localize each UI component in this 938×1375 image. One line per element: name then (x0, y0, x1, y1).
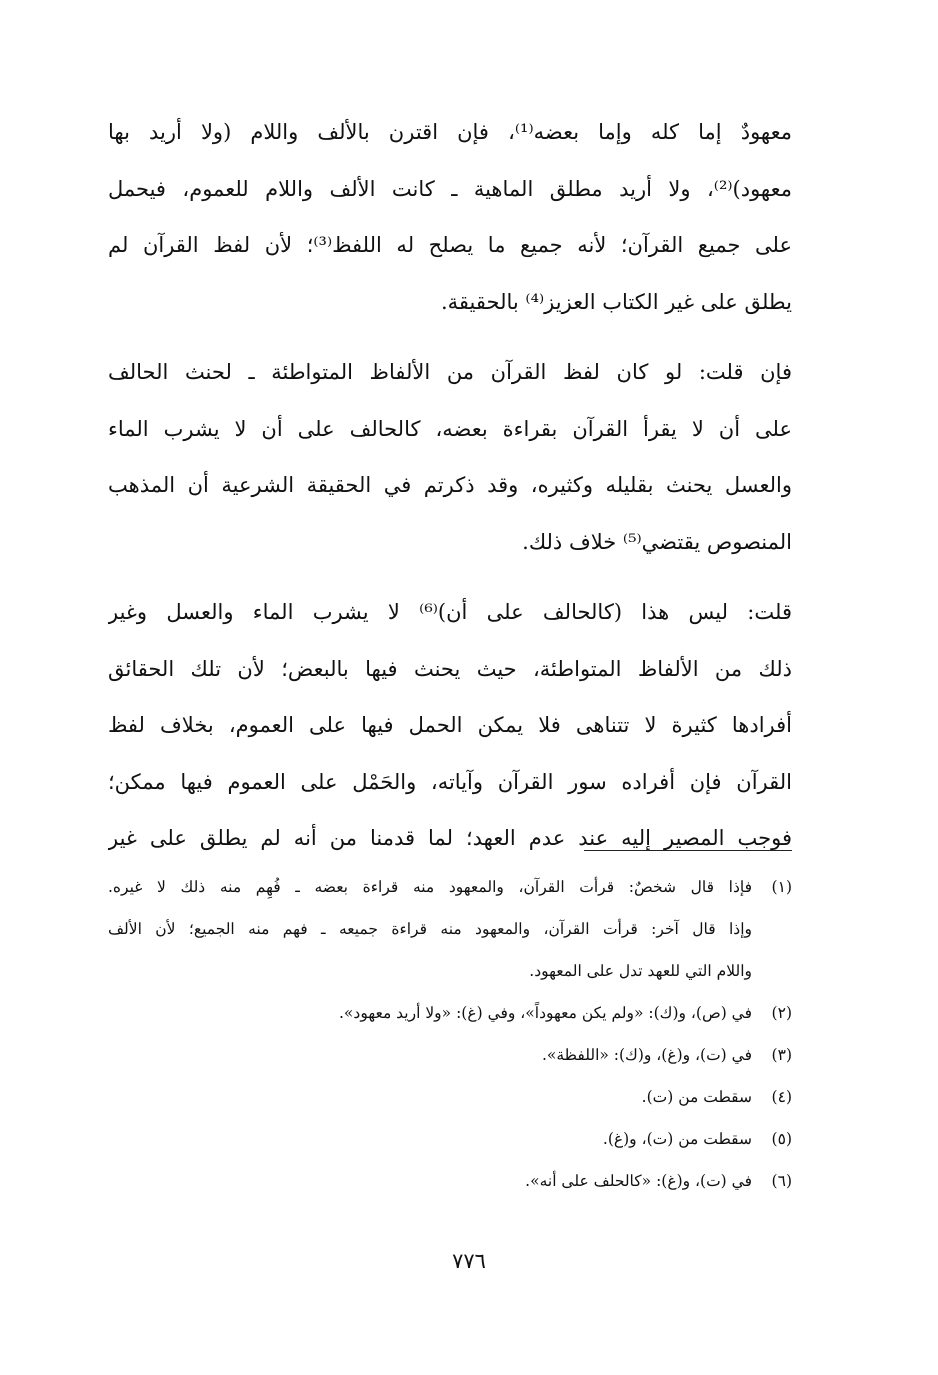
footnote-body (108, 1118, 752, 1160)
footnote-line: واللام التي للعهد تدل على المعهود. (529, 962, 752, 980)
text-line: قلت: ليس هذا (كالحالف على أن)⁽⁶⁾ لا يشرب الماء والعسل وغير (108, 600, 792, 624)
footnote-number: (٤) (771, 1088, 792, 1106)
text-line: يطلق على غير الكتاب العزيز⁽⁴⁾ بالحقيقة. (441, 289, 792, 314)
footnote-1 (108, 866, 792, 992)
footnote-4 (108, 1076, 792, 1118)
footnote-number: (١) (771, 878, 792, 896)
footnote-body (108, 1034, 752, 1076)
text-line: على جميع القرآن؛ لأنه جميع ما يصلح له اللفظ⁽³⁾؛ لأن لفظ القرآن لم (108, 233, 792, 257)
footnote-5 (108, 1118, 792, 1160)
footnotes (108, 866, 792, 1202)
footnote-number: (٣) (771, 1046, 792, 1064)
footnote-body (108, 1076, 752, 1118)
footnote-number: (٢) (771, 1004, 792, 1022)
footnote-line: في (ت)، و(غ): «كالحلف على أنه». (525, 1172, 752, 1190)
page-number: ٧٧٦ (452, 1249, 486, 1273)
footnote-2 (108, 992, 792, 1034)
text-line: المنصوص يقتضي⁽⁵⁾ خلاف ذلك. (522, 529, 792, 554)
footnote-3 (108, 1034, 792, 1076)
text-line: معهودٌ إما كله وإما بعضه⁽¹⁾، فإن اقترن بالألف واللام (ولا أريد بها (108, 120, 792, 144)
footnote-line: فإذا قال شخصٌ: قرأت القرآن، والمعهود منه قراءة بعضه ـ فُهِم منه ذلك لا غيره. (108, 878, 752, 896)
footnote-body (108, 992, 752, 1034)
footnote-6 (108, 1160, 792, 1202)
footnote-line: سقطت من (ت). (641, 1088, 752, 1106)
paragraph-2 (108, 344, 792, 570)
footnote-divider (584, 850, 792, 851)
footnote-body (108, 866, 752, 992)
paragraph-3 (108, 584, 792, 867)
footnote-line: سقطت من (ت)، و(غ). (602, 1130, 752, 1148)
footnote-line: وإذا قال آخر: قرأت القرآن، والمعهود منه قراءة جميعه ـ فهم منه الجميع؛ لأن الألف (108, 920, 752, 938)
paragraph-1 (108, 104, 792, 330)
footnote-line: في (ت)، و(غ)، و(ك): «اللفظة». (541, 1046, 752, 1064)
text-line: أفرادها كثيرة لا تتناهى فلا يمكن الحمل فيها على العموم، بخلاف لفظ (108, 713, 792, 737)
footnote-number: (٥) (771, 1130, 792, 1148)
text-line: القرآن فإن أفراده سور القرآن وآياته، والحَمْل على العموم فيها ممكن؛ (108, 769, 792, 794)
text-line: معهود)⁽²⁾، ولا أريد مطلق الماهية ـ كانت الألف واللام للعموم، فيحمل (108, 176, 792, 201)
text-line: على أن لا يقرأ القرآن بقراءة بعضه، كالحالف على أن لا يشرب الماء (108, 416, 792, 441)
text-line: فإن قلت: لو كان لفظ القرآن من الألفاظ المتواطئة ـ لحنث الحالف (108, 360, 792, 384)
main-text (108, 104, 792, 881)
footnote-line: في (ص)، و(ك): «ولم يكن معهوداً»، وفي (غ): «ولا أريد معهود». (339, 1004, 752, 1022)
footnote-body (108, 1160, 752, 1202)
text-line: ذلك من الألفاظ المتواطئة، حيث يحنث فيها بالبعض؛ لأن تلك الحقائق (108, 656, 792, 681)
text-line: والعسل يحنث بقليله وكثيره، وقد ذكرتم في الحقيقة الشرعية أن المذهب (108, 473, 792, 497)
text-line: فوجب المصير إليه عند عدم العهد؛ لما قدمنا من أنه لم يطلق على غير (108, 826, 792, 850)
footnote-number: (٦) (771, 1172, 792, 1190)
